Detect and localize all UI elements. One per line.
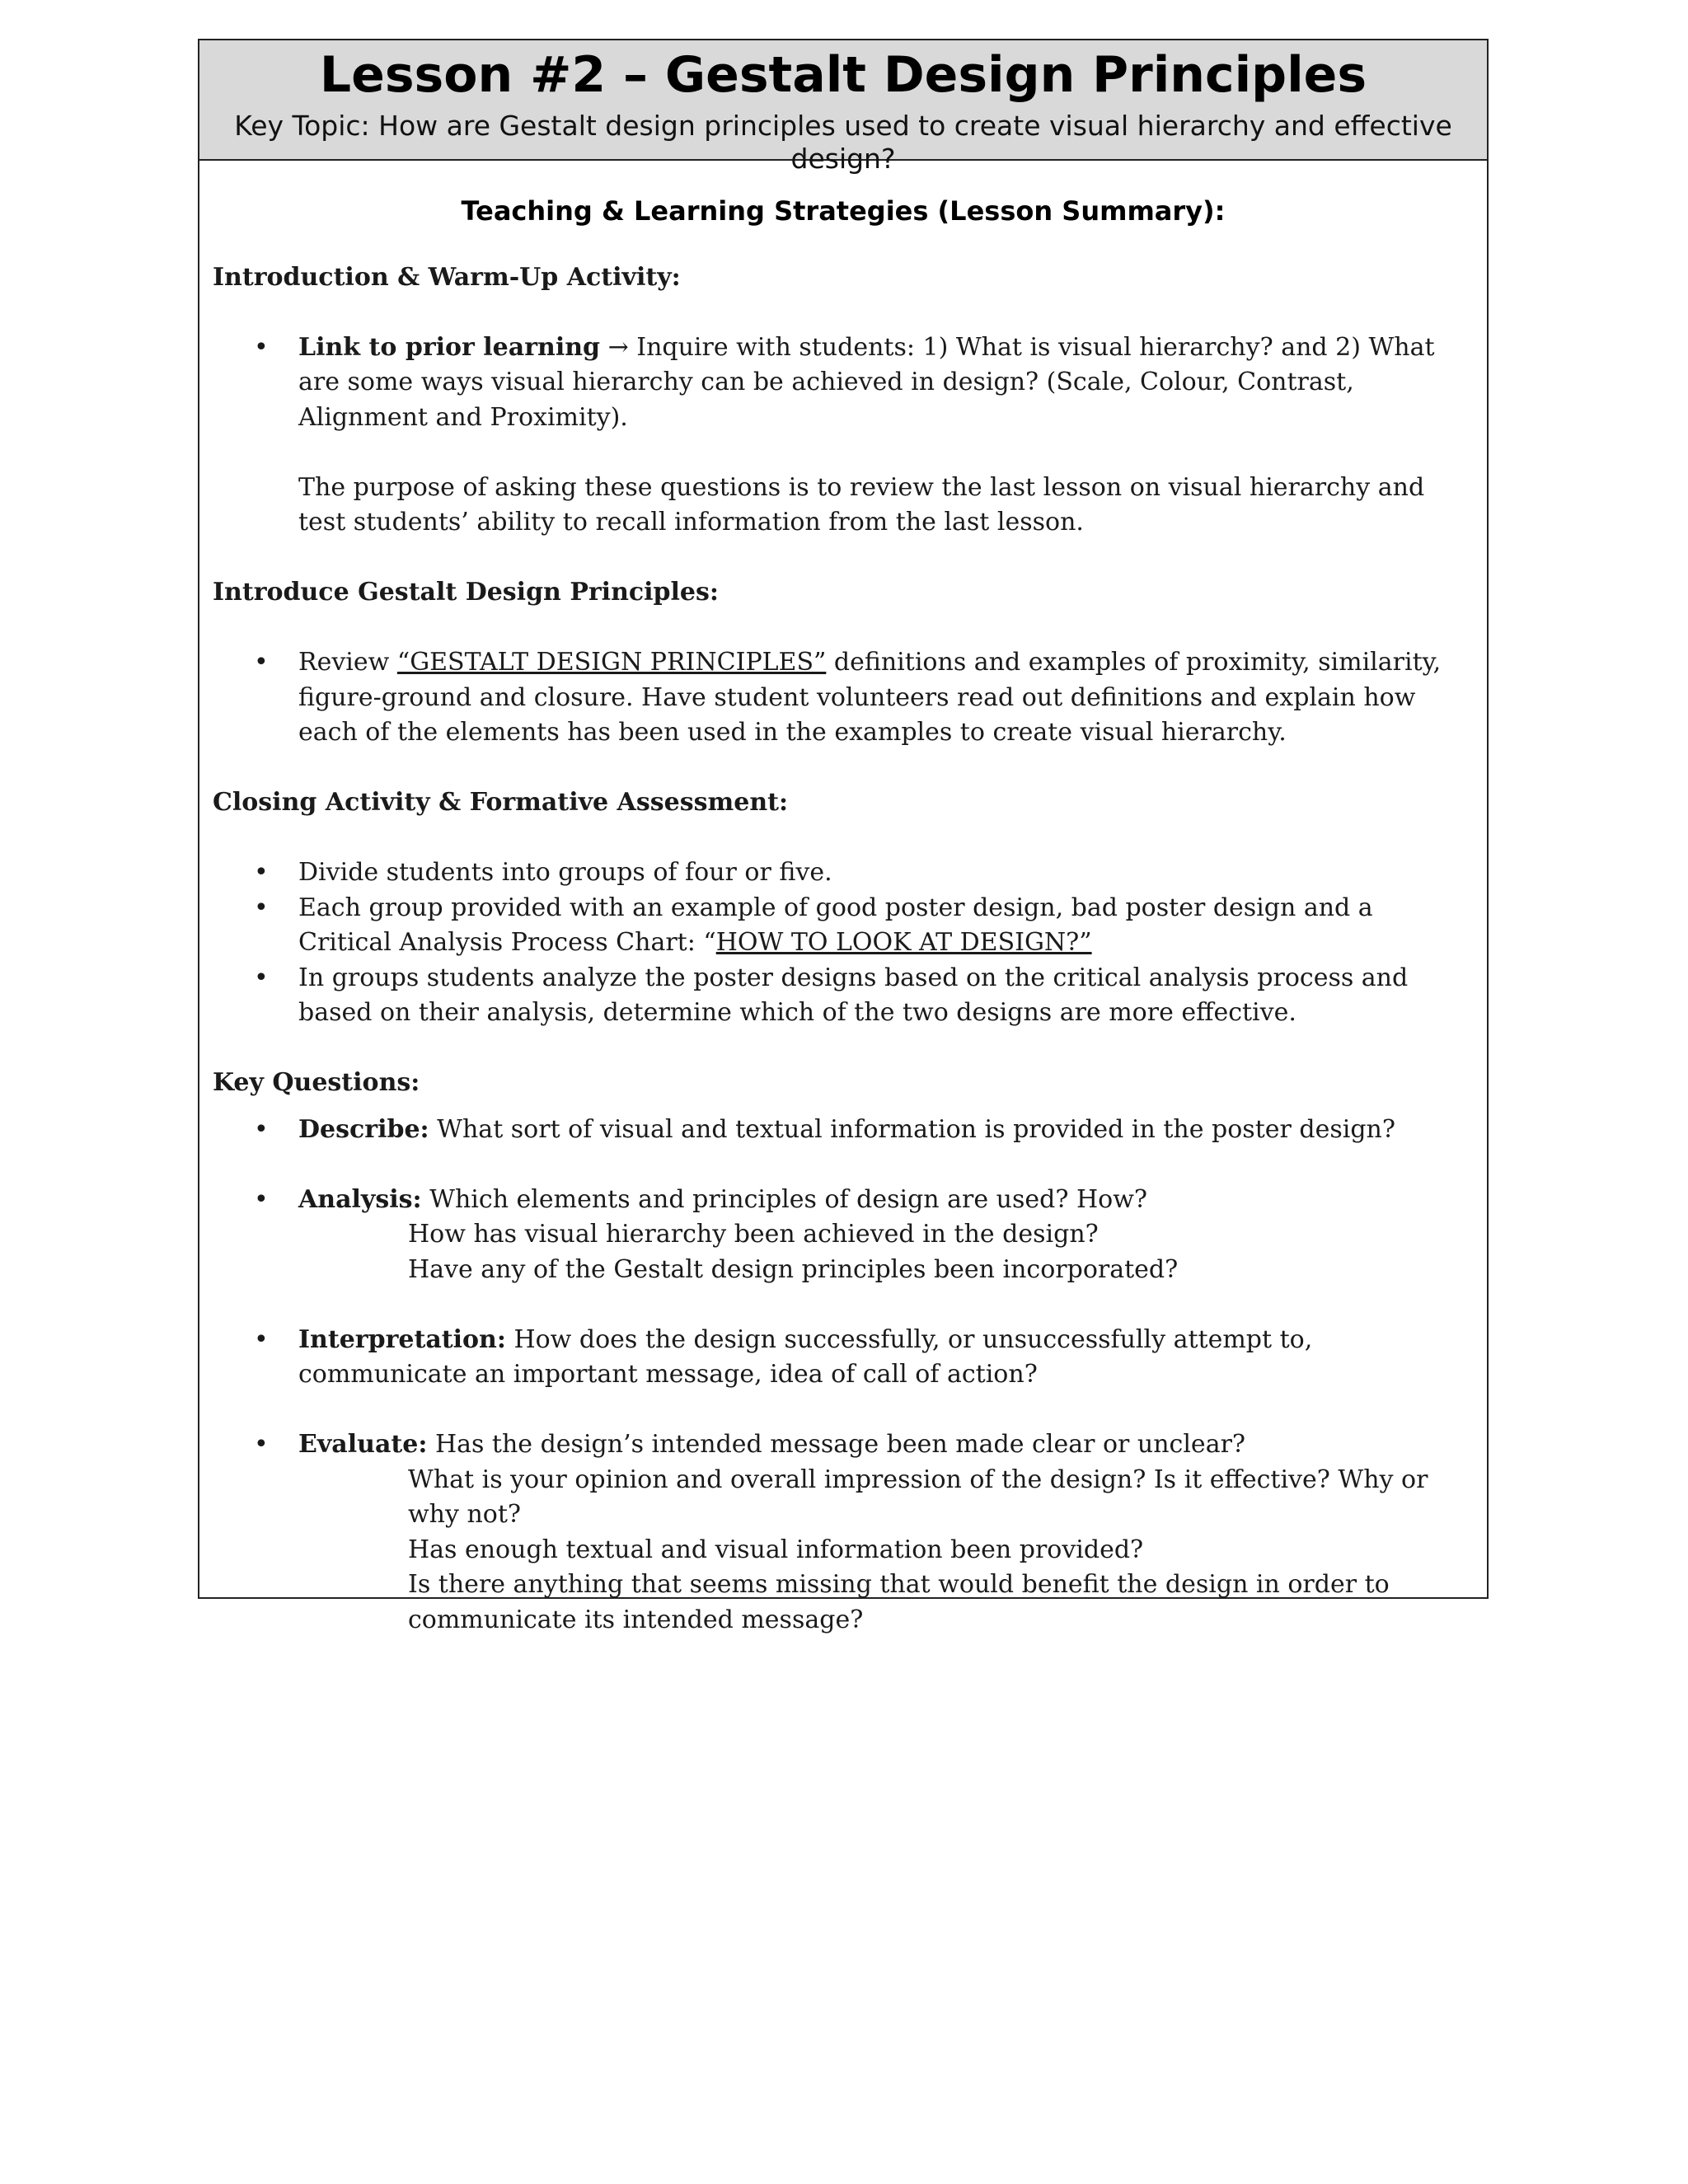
header-banner — [199, 40, 1487, 175]
section-subtitle: Teaching & Learning Strategies (Lesson Summary): — [461, 195, 1226, 227]
list-item — [213, 1427, 1474, 1638]
closing-list — [213, 855, 1474, 1031]
evaluate-text: Has the design’s intended message been made clear or unclear? — [427, 1430, 1245, 1459]
gestalt-text: definitions and examples of proximity, similarity, figure-ground and closure. Have student volunteers read out definitions and explain how each of the elements has been used in the examples to create visual hierarchy. — [298, 648, 1442, 747]
closing-heading: Closing Activity & Formative Assessment: — [213, 788, 789, 817]
list-item — [213, 1183, 1474, 1288]
bullet-icon: • — [254, 963, 269, 992]
closing-item-1: Divide students into groups of four or five. — [298, 858, 832, 887]
analysis-text: Which elements and principles of design are used? How? — [421, 1184, 1147, 1214]
gestalt-list — [213, 645, 1474, 751]
lesson-plan-frame — [198, 39, 1489, 1634]
page-title: Lesson #2 – Gestalt Design Principles — [319, 46, 1367, 104]
intro-heading: Introduction & Warm-Up Activity: — [213, 262, 681, 292]
evaluate-line-4: Is there anything that seems missing that would benefit the design in order to communicate its intended message? — [408, 1570, 1390, 1634]
intro-list — [213, 330, 1474, 541]
key-questions-heading: Key Questions: — [213, 1068, 420, 1097]
gestalt-prefix: Review — [298, 648, 397, 677]
list-item — [213, 1113, 1474, 1148]
list-item — [213, 330, 1474, 541]
analysis-line-3: Have any of the Gestalt design principles been incorporated? — [408, 1254, 1179, 1284]
analysis-line-2: How has visual hierarchy been achieved in the design? — [408, 1220, 1099, 1249]
gestalt-heading: Introduce Gestalt Design Principles: — [213, 578, 719, 607]
closing-item-2: Each group provided with an example of good poster design, bad poster design and a Critical Analysis Process Chart: “ — [298, 893, 1373, 957]
bullet-icon: • — [254, 1430, 269, 1459]
key-topic: Key Topic: How are Gestalt design principles used to create visual hierarchy and effective design? — [234, 110, 1452, 175]
bullet-icon: • — [254, 1324, 269, 1354]
bullet-icon: • — [254, 1114, 269, 1144]
lesson-content — [199, 194, 1487, 1638]
closing-item-3: In groups students analyze the poster designs based on the critical analysis process and based on their analysis, determine which of the two designs are more effective. — [298, 963, 1409, 1027]
list-item — [213, 855, 1474, 891]
arrow-icon: → — [607, 332, 629, 362]
evaluate-line-2: What is your opinion and overall impression of the design? Is it effective? Why or why not? — [408, 1465, 1428, 1529]
how-to-look-at-design-link[interactable]: HOW TO LOOK AT DESIGN?” — [715, 928, 1092, 957]
prior-learning-label: Link to prior learning — [298, 332, 601, 362]
list-item — [213, 891, 1474, 961]
interpretation-label: Interpretation: — [298, 1324, 506, 1354]
list-item — [213, 1323, 1474, 1393]
describe-label: Describe: — [298, 1114, 429, 1144]
gestalt-principles-link[interactable]: “GESTALT DESIGN PRINCIPLES” — [396, 648, 827, 677]
bullet-icon: • — [254, 893, 269, 922]
list-item — [213, 645, 1474, 751]
interpretation-text: How does the design successfully, or unsuccessfully attempt to, communicate an important message, idea of call of action? — [298, 1324, 1313, 1389]
evaluate-line-3: Has enough textual and visual information been provided? — [408, 1535, 1144, 1564]
bullet-icon: • — [254, 332, 269, 362]
analysis-label: Analysis: — [298, 1184, 422, 1214]
list-item — [213, 961, 1474, 1031]
bullet-icon: • — [254, 1184, 269, 1214]
bullet-icon: • — [254, 648, 269, 677]
intro-paragraph: The purpose of asking these questions is to review the last lesson on visual hierarchy and test students’ ability to recall information from the last lesson. — [298, 472, 1425, 537]
bullet-icon: • — [254, 858, 269, 887]
key-questions-list — [213, 1113, 1474, 1638]
prior-learning-text: Inquire with students: 1) What is visual hierarchy? and 2) What are some ways visual hierarchy can be achieved in design? (Scale, Colour, Contrast, Alignment and Proximity). — [298, 332, 1435, 432]
evaluate-label: Evaluate: — [298, 1430, 428, 1459]
describe-text: What sort of visual and textual information is provided in the poster design? — [429, 1114, 1395, 1144]
